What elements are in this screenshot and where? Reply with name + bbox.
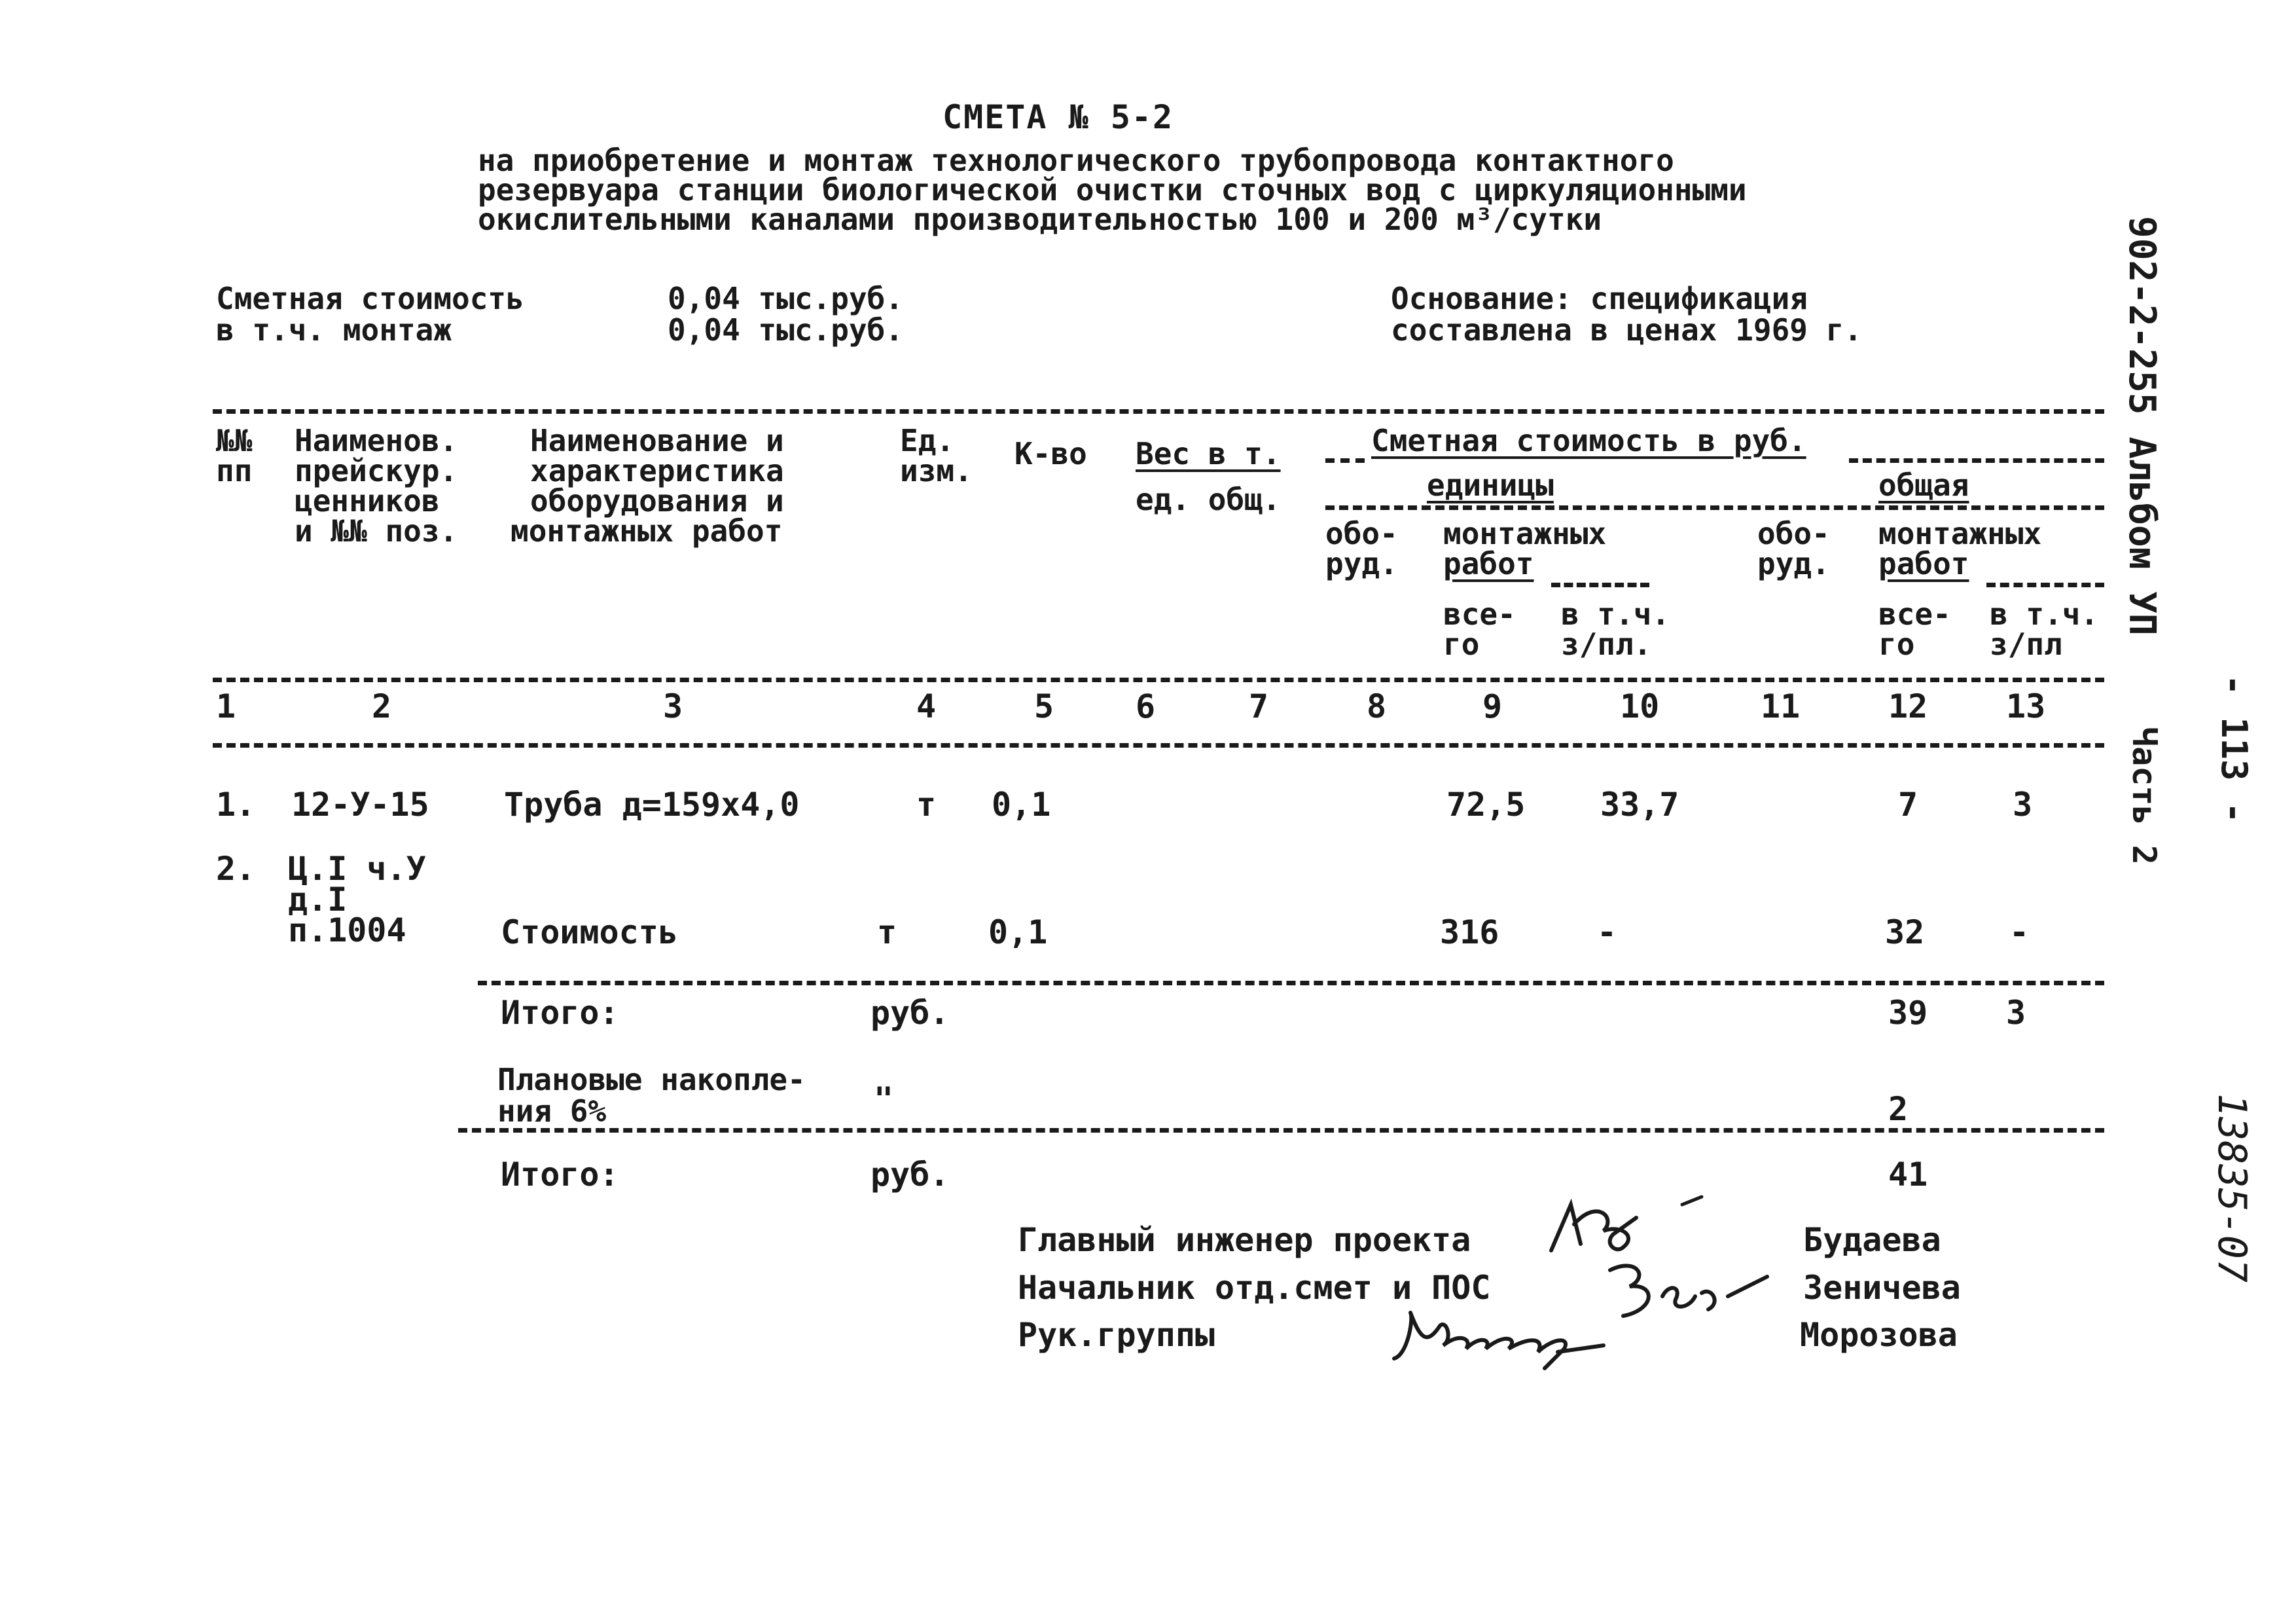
planned-unit: " xyxy=(874,1080,894,1118)
col-numbers-rule xyxy=(213,743,2104,748)
col-number: 11 xyxy=(1761,687,1801,725)
planned-rule xyxy=(458,1128,2104,1133)
table-top-rule xyxy=(213,409,2104,414)
row-code: Ц.I ч.У xyxy=(288,850,426,888)
mount-unit-rule xyxy=(1551,583,1649,587)
total-unit: руб. xyxy=(870,1156,950,1194)
row-number: 1. xyxy=(216,786,256,824)
row-mount-total-all: 7 xyxy=(1898,786,1918,824)
header-all-unit-1: все- xyxy=(1443,596,1516,632)
header-mount-unit-1: монтажных xyxy=(1443,516,1607,551)
header-name-2: характеристика xyxy=(530,453,784,488)
row-mount-unit-all: 316 xyxy=(1440,913,1499,951)
header-weight: Вес в т. xyxy=(1136,436,1281,471)
row-name: Труба д=159х4,0 xyxy=(504,786,800,824)
subtitle-line-2: резервуара станции биологической очистки сточных вод с циркуляционными xyxy=(478,172,1747,208)
header-code-3: ценников xyxy=(295,483,440,519)
row-unit: т xyxy=(916,786,937,824)
header-name-3: оборудования и xyxy=(530,483,784,519)
row-mount-total-all: 32 xyxy=(1885,913,1925,951)
col-number: 8 xyxy=(1367,687,1387,725)
header-incl-total-2: з/пл xyxy=(1990,627,2062,662)
mount-total-rule xyxy=(1986,583,2104,587)
handwritten-signature-budaeva xyxy=(1525,1178,1734,1264)
header-qty: К-во xyxy=(1014,436,1087,471)
signature-role: Рук.группы xyxy=(1018,1316,1215,1354)
row-mount-total-wage: - xyxy=(2009,913,2030,951)
col-number: 12 xyxy=(1888,687,1928,725)
signature-name: Будаева xyxy=(1803,1221,1941,1259)
cost-value-total: 0,04 тыс.руб. xyxy=(668,281,904,316)
album-reference: 902-2-255 Альбом УП xyxy=(2121,216,2163,636)
subtitle-line-1: на приобретение и монтаж технологического трубопровода контактного xyxy=(478,143,1674,178)
header-bottom-rule xyxy=(213,678,2104,682)
row-qty: 0,1 xyxy=(988,913,1048,951)
basis-line-2: составлена в ценах 1969 г. xyxy=(1391,312,1863,348)
header-all-total-1: все- xyxy=(1878,596,1951,632)
row-mount-unit-wage: 33,7 xyxy=(1600,786,1679,824)
col-number: 7 xyxy=(1249,687,1269,725)
cost-label-total: Сметная стоимость xyxy=(216,281,524,316)
row-mount-unit-all: 72,5 xyxy=(1446,786,1526,824)
header-incl-unit-2: з/пл. xyxy=(1561,627,1652,662)
row-qty: 0,1 xyxy=(992,786,1051,824)
subtotal-label: Итого: xyxy=(501,994,619,1032)
document-title: СМЕТА № 5-2 xyxy=(942,98,1174,136)
basis-line-1: Основание: спецификация xyxy=(1391,281,1808,316)
header-mount-total-2: работ xyxy=(1878,546,1969,581)
header-no-2: пп xyxy=(216,453,253,488)
header-incl-total-1: в т.ч. xyxy=(1990,596,2099,632)
header-total-price: общая xyxy=(1878,467,1969,503)
cost-header-rule-right xyxy=(1849,458,2104,463)
header-name-4: монтажных работ xyxy=(511,513,783,549)
unit-total-rule xyxy=(1325,505,2104,510)
header-code-4: и №№ поз. xyxy=(295,513,458,549)
header-name-1: Наименование и xyxy=(530,423,784,458)
header-equip-unit-2: руд. xyxy=(1325,546,1398,581)
header-equip-total-1: обо- xyxy=(1757,516,1830,551)
signature-role: Начальник отд.смет и ПОС xyxy=(1018,1269,1491,1307)
page-number: - 113 - xyxy=(2214,674,2255,824)
col-number: 13 xyxy=(2006,687,2046,725)
col-number: 10 xyxy=(1620,687,1660,725)
header-cost: Сметная стоимость в руб. xyxy=(1371,423,1806,458)
total-label: Итого: xyxy=(501,1156,619,1194)
handwritten-signature-morozova xyxy=(1381,1300,1630,1372)
inventory-number: 13835-07 xyxy=(2209,1093,2255,1283)
cost-value-mounting: 0,04 тыс.руб. xyxy=(668,312,904,348)
header-all-unit-2: го xyxy=(1443,627,1480,662)
header-incl-unit-1: в т.ч. xyxy=(1561,596,1670,632)
col-number: 2 xyxy=(372,687,392,725)
header-code-1: Наименов. xyxy=(295,423,458,458)
col-number: 9 xyxy=(1482,687,1503,725)
header-all-total-2: го xyxy=(1878,627,1915,662)
subtotal-rule xyxy=(478,981,2104,985)
cost-header-rule-left xyxy=(1325,458,1365,463)
header-unit-price: единицы xyxy=(1427,467,1554,503)
signature-name: Морозова xyxy=(1800,1316,1958,1354)
subtotal-unit: руб. xyxy=(870,994,950,1032)
part-label: Часть 2 xyxy=(2125,727,2163,865)
signature-name: Зеничева xyxy=(1803,1269,1961,1307)
row-unit: т xyxy=(877,913,897,951)
planned-total: 2 xyxy=(1888,1090,1909,1128)
col-number: 3 xyxy=(663,687,683,725)
header-no-1: №№ xyxy=(216,423,253,458)
col-number: 1 xyxy=(216,687,236,725)
row-mount-total-wage: 3 xyxy=(2013,786,2033,824)
subtotal-wage: 3 xyxy=(2006,994,2026,1032)
header-equip-total-2: руд. xyxy=(1757,546,1830,581)
header-unit-1: Ед. xyxy=(900,423,955,458)
row-name: Стоимость xyxy=(501,913,678,951)
row-code: д.I xyxy=(288,881,348,919)
header-code-2: прейскур. xyxy=(295,453,458,488)
header-weight-sub: ед. общ. xyxy=(1136,482,1281,517)
header-unit-2: изм. xyxy=(900,453,973,488)
col-number: 6 xyxy=(1136,687,1156,725)
col-number: 4 xyxy=(916,687,937,725)
signature-role: Главный инженер проекта xyxy=(1018,1221,1471,1259)
col-number: 5 xyxy=(1034,687,1054,725)
row-code: 12-У-15 xyxy=(291,786,429,824)
subtitle-line-3: окислительными каналами производительностью 100 и 200 м³/сутки xyxy=(478,202,1602,237)
cost-label-mounting: в т.ч. монтаж xyxy=(216,312,452,348)
row-code: п.1004 xyxy=(288,911,406,949)
grand-total: 41 xyxy=(1888,1156,1928,1194)
header-mount-unit-2: работ xyxy=(1443,546,1534,581)
planned-label-2: ния 6% xyxy=(497,1093,607,1129)
row-number: 2. xyxy=(216,850,256,888)
planned-label-1: Плановые накопле- xyxy=(497,1062,806,1097)
subtotal-total: 39 xyxy=(1888,994,1928,1032)
header-equip-unit-1: обо- xyxy=(1325,516,1398,551)
row-mount-unit-wage: - xyxy=(1597,913,1617,951)
header-mount-total-1: монтажных xyxy=(1878,516,2042,551)
